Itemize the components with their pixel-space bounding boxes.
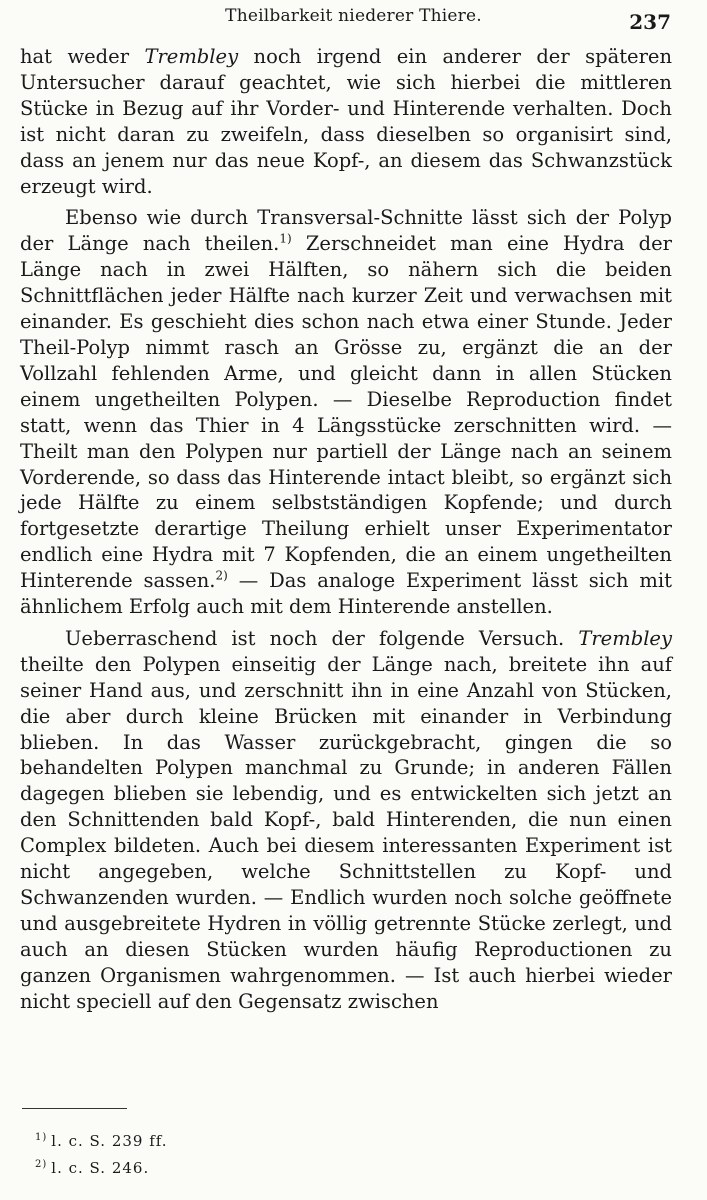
author-name: Trembley bbox=[144, 45, 239, 68]
footnote-reference: 1) bbox=[279, 231, 292, 246]
paragraph bbox=[20, 626, 672, 1015]
text-run: Ebenso wie durch Transversal-Schnitte lässt sich der Polyp der Länge nach theilen. bbox=[20, 206, 672, 256]
text-run: Zerschneidet man eine Hydra der Länge nach in zwei Hälften, so nähern sich die beiden Schnittflächen jeder Hälfte nach kurzer Zeit und verwachsen mit einander. Es geschieht dies schon nach etwa einer Stunde. Jeder Theil-Polyp nimmt rasch an Grösse zu, ergänzt die an der Vollzahl fehlenden Arme, und gleicht dann in allen Stücken einem ungetheilten Polypen. — Dieselbe Reproduction findet statt, wenn das Thier in 4 Längsstücke zerschnitten wird. — Theilt man den Polypen nur partiell der Länge nach an seinem Vorderende, so dass das Hinterende intact bleibt, so ergänzt sich jede Hälfte zu einem selbstständigen Kopfende; und durch fortgesetzte derartige Theilung erhielt unser Experimentator endlich eine Hydra mit 7 Kopfenden, die an einem ungetheilten Hinterende sassen. bbox=[20, 232, 673, 593]
page-number: 237 bbox=[629, 10, 671, 34]
text-run: theilte den Polypen einseitig der Länge nach, breitete ihn auf seiner Hand aus, und zerschnitt ihn in eine Anzahl von Stücken, die aber durch kleine Brücken mit einander in Verbindung blieben. In das Wasser zurückgebracht, gingen die so behandelten Polypen manchmal zu Grunde; in anderen Fällen dagegen blieben sie lebendig, und es entwickelten sich jetzt an den Schnittenden bald Kopf-, bald Hinterenden, die nun einen Complex bildeten. Auch bei diesem interessanten Experiment ist nicht angegeben, welche Schnittstellen zu Kopf- und Schwanzenden wurden. — Endlich wurden noch solche geöffnete und ausgebreitete Hydren in völlig getrennte Stücke zerlegt, und auch an diesen Stücken wurden häufig Reproductionen zu ganzen Organismen wahrgenommen. — Ist auch hierbei wieder nicht speciell auf den Gegensatz zwischen bbox=[20, 652, 672, 1013]
footnote bbox=[35, 1153, 168, 1180]
text-run: noch irgend ein anderer der späteren Untersucher darauf geachtet, wie sich hierbei die mittleren Stücke in Bezug auf ihr Vorder- und Hinterende verhalten. Doch ist nicht daran zu zweifeln, dass dieselben so organisirt sind, dass an jenem nur das neue Kopf-, an diesem das Schwanzstück erzeugt wird. bbox=[20, 45, 673, 198]
footnote-reference: 2) bbox=[215, 568, 228, 583]
text-run: Ueberraschend ist noch der folgende Versuch. bbox=[65, 626, 579, 650]
text-run: — Das analoge Experiment lässt sich mit ähnlichem Erfolg auch mit dem Hinterende anstellen. bbox=[20, 569, 672, 619]
paragraph bbox=[20, 44, 672, 199]
author-name: Trembley bbox=[578, 626, 672, 650]
footnote-text: l. c. S. 239 ff. bbox=[51, 1132, 168, 1150]
paragraph bbox=[20, 205, 672, 620]
running-title: Theilbarkeit niederer Thiere. bbox=[225, 6, 482, 26]
footnotes bbox=[35, 1126, 168, 1180]
text-run: hat weder bbox=[20, 45, 145, 68]
footnote-mark: 1) bbox=[35, 1132, 48, 1143]
footnote-mark: 2) bbox=[35, 1159, 48, 1170]
footnote-separator bbox=[22, 1108, 127, 1109]
running-head bbox=[0, 4, 707, 32]
body-text bbox=[20, 44, 672, 1015]
footnote bbox=[35, 1126, 168, 1153]
footnote-text: l. c. S. 246. bbox=[51, 1159, 150, 1177]
